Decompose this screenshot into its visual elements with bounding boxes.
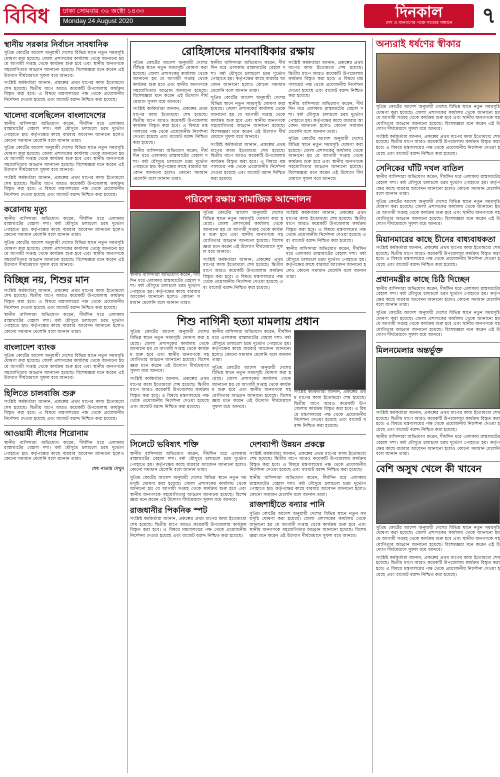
logo-main: দিনকাল (395, 3, 443, 21)
mid-article-text: সংশ্লিষ্ট কর্মকর্তারা জানান, প্রকল্পের প্রথম ধাপের কাজ ইতোমধ্যে শেষ হয়েছে। দ্বিতীয় ধাপে আরও কয়েকটি উপজেলায় কার্যক্রম বিস্তৃত করা হবে। এ বিষয়ে মন্ত্রণালয়ের পক্ষ থেকে প্রয়োজনীয় নির্দেশনা দেওয়া হয়েছে এবং বাজেট বরাদ্দ নিশ্চিত করা হয়েছে। (133, 107, 208, 146)
divider (4, 272, 124, 273)
logo-sub: দেশ ও জনগণের পক্ষে সত্যের সন্ধানে (385, 21, 453, 26)
right-article-text: সংশ্লিষ্ট কর্মকর্তারা জানান, প্রকল্পের প্রথম ধাপের কাজ ইতোমধ্যে শেষ হয়েছে। দ্বিতীয় ধাপে আরও কয়েকটি উপজেলায় কার্যক্রম বিস্তৃত করা হবে। এ বিষয়ে মন্ত্রণালয়ের পক্ষ থেকে প্রয়োজনীয় নির্দেশনা দেওয়া হয়েছে এবং বাজেট বরাদ্দ নিশ্চিত করা হয়েছে। (376, 411, 500, 433)
left-article-text: সুপ্রিম কোর্টের আদেশ অনুযায়ী দেশের বিভিন্ন স্থানে নতুন সময়সূচি ঘোষণা করা হয়েছে। জেলা প্রশাসকের কার্যালয় থেকে জানানো হয় যে আগামী সপ্তাহ থেকে কার্যক্রম শুরু হবে এবং স্থানীয় জনগণকে সহযোগিতার আহ্বান জানানো হয়েছে। বিশেষজ্ঞরা মনে করেন এই উদ্যোগ দীর্ঘমেয়াদে সুফল বয়ে আনবে। (4, 241, 124, 269)
newspaper-logo (364, 4, 474, 28)
mid-article-text: সংশ্লিষ্ট কর্মকর্তারা জানান, প্রকল্পের প্রথম ধাপের কাজ ইতোমধ্যে শেষ হয়েছে। দ্বিতীয় ধাপে আরও কয়েকটি উপজেলায় কার্যক্রম বিস্তৃত করা হবে। এ বিষয়ে মন্ত্রণালয়ের পক্ষ থেকে প্রয়োজনীয় নির্দেশনা দেওয়া হয়েছে এবং বাজেট বরাদ্দ নিশ্চিত করা হয়েছে। (130, 377, 209, 411)
right-article-text: স্থানীয় বাসিন্দারা অভিযোগ করেন, দীর্ঘদিন ধরে এলাকায় রাস্তাঘাটের বেহাল দশা। বর্ষা মৌসুমে চলাচলে চরম দুর্ভোগ পোহাতে হয়। কর্তৃপক্ষের কাছে বারবার আবেদন জানানো হলেও কোনো সমাধান মেলেনি বলে জানান তারা। (376, 175, 500, 198)
left-article-text: সংশ্লিষ্ট কর্মকর্তারা জানান, প্রকল্পের প্রথম ধাপের কাজ ইতোমধ্যে শেষ হয়েছে। দ্বিতীয় ধাপে আরও কয়েকটি উপজেলায় কার্যক্রম বিস্তৃত করা হবে। এ বিষয়ে মন্ত্রণালয়ের পক্ষ থেকে প্রয়োজনীয় নির্দেশনা দেওয়া হয়েছে এবং বাজেট বরাদ্দ নিশ্চিত করা হয়েছে। (4, 176, 124, 198)
mid-article-text: সুপ্রিম কোর্টের আদেশ অনুযায়ী দেশের বিভিন্ন স্থানে নতুন সময়সূচি ঘোষণা করা হয়েছে। জেলা প্রশাসকের কার্যালয় থেকে জানানো হয় যে আগামী সপ্তাহ থেকে কার্যক্রম শুরু হবে এবং স্থানীয় জনগণকে সহযোগিতার আহ্বান জানানো হয়েছে। বিশেষজ্ঞরা মনে করেন এই উদ্যোগ দীর্ঘমেয়াদে সুফল বয়ে আনবে। (212, 365, 291, 411)
section-banner: পরিবেশ রক্ষায় সামাজিক আন্দোলন (130, 190, 366, 209)
left-article-text: স্থানীয় বাসিন্দারা অভিযোগ করেন, দীর্ঘদিন ধরে এলাকায় রাস্তাঘাটের বেহাল দশা। বর্ষা মৌসুমে চলাচলে চরম দুর্ভোগ পোহাতে হয়। কর্তৃপক্ষের কাছে বারবার আবেদন জানানো হলেও কোনো সমাধান মেলেনি বলে জানান তারা। (4, 313, 124, 336)
news-photo (294, 330, 366, 390)
mid-article-text: সংশ্লিষ্ট কর্মকর্তারা জানান, প্রকল্পের প্রথম ধাপের কাজ ইতোমধ্যে শেষ হয়েছে। দ্বিতীয় ধাপে আরও কয়েকটি উপজেলায় কার্যক্রম বিস্তৃত করা হবে। এ বিষয়ে মন্ত্রণালয়ের পক্ষ থেকে প্রয়োজনীয় নির্দেশনা দেওয়া হয়েছে এবং বাজেট বরাদ্দ নিশ্চিত করা হয়েছে। (286, 211, 366, 245)
mid-article-text: সুপ্রিম কোর্টের আদেশ অনুযায়ী দেশের বিভিন্ন স্থানে নতুন সময়সূচি ঘোষণা করা হয়েছে। জেলা প্রশাসকের কার্যালয় থেকে জানানো হয় যে আগামী সপ্তাহ থেকে কার্যক্রম শুরু হবে এবং স্থানীয় জনগণকে সহযোগিতার আহ্বান জানানো হয়েছে। বিশেষজ্ঞরা মনে করেন এই উদ্যোগ দীর্ঘমেয়াদে সুফল বয়ে আনবে। (130, 330, 209, 375)
right-article-text: সংশ্লিষ্ট কর্মকর্তারা জানান, প্রকল্পের প্রথম ধাপের কাজ ইতোমধ্যে শেষ হয়েছে। দ্বিতীয় ধাপে আরও কয়েকটি উপজেলায় কার্যক্রম বিস্তৃত করা হবে। এ বিষয়ে মন্ত্রণালয়ের পক্ষ থেকে প্রয়োজনীয় নির্দেশনা দেওয়া হয়েছে এবং বাজেট বরাদ্দ নিশ্চিত করা হয়েছে। (376, 245, 500, 268)
child-case-headline: শিশু নাগিনী হত্যা মামলায় প্রধান (176, 314, 320, 328)
divider (376, 160, 500, 161)
mid-article-text: সুপ্রিম কোর্টের আদেশ অনুযায়ী দেশের বিভিন্ন স্থানে নতুন সময়সূচি ঘোষণা করা হয়েছে। জেলা প্রশাসকের কার্যালয় থেকে জানানো হয় যে আগামী সপ্তাহ থেকে কার্যক্রম শুরু হবে এবং স্থানীয় জনগণকে সহযোগিতার আহ্বান জানানো হয়েছে। বিশেষজ্ঞরা মনে করেন এই উদ্যোগ দীর্ঘমেয়াদে সুফল বয়ে আনবে। (130, 476, 247, 504)
right-headline-4: প্রধানমন্ত্রীর কাছে চিঠি দিচ্ছেন (376, 274, 470, 285)
right-article-text: সুপ্রিম কোর্টের আদেশ অনুযায়ী দেশের বিভিন্ন স্থানে নতুন সময়সূচি ঘোষণা করা হয়েছে। জেলা প্রশাসকের কার্যালয় থেকে জানানো হয় যে আগামী সপ্তাহ থেকে কার্যক্রম শুরু হবে এবং স্থানীয় জনগণকে সহযোগিতার আহ্বান জানানো হয়েছে। বিশেষজ্ঞরা মনে করেন এই উদ্যোগ দীর্ঘমেয়াদে সুফল বয়ে আনবে। (376, 525, 500, 554)
divider (4, 107, 124, 108)
divider (376, 271, 500, 272)
middle-column (130, 38, 366, 773)
mid-article-text: স্থানীয় বাসিন্দারা অভিযোগ করেন, দীর্ঘদিন ধরে এলাকায় রাস্তাঘাটের বেহাল দশা। বর্ষা মৌসুমে চলাচলে চরম দুর্ভোগ পোহাতে হয়। কর্তৃপক্ষের কাছে বারবার আবেদন জানানো হলেও কোনো সমাধান মেলেনি বলে জানান তারা। (210, 60, 286, 94)
mid-article-text: সংশ্লিষ্ট কর্মকর্তারা জানান, প্রকল্পের প্রথম ধাপের কাজ ইতোমধ্যে শেষ হয়েছে। দ্বিতীয় ধাপে আরও কয়েকটি উপজেলায় কার্যক্রম বিস্তৃত করা হবে। এ বিষয়ে মন্ত্রণালয়ের পক্ষ থেকে প্রয়োজনীয় নির্দেশনা দেওয়া হয়েছে এবং বাজেট বরাদ্দ নিশ্চিত করা হয়েছে। (288, 60, 364, 100)
divider (4, 425, 124, 426)
left-headline-1: স্থানীয় সরকার নির্বাচন সাবধানিক (4, 39, 109, 49)
right-article-text: স্থানীয় বাসিন্দারা অভিযোগ করেন, দীর্ঘদিন ধরে এলাকায় রাস্তাঘাটের বেহাল দশা। বর্ষা মৌসুমে চলাচলে চরম দুর্ভোগ পোহাতে হয়। কর্তৃপক্ষের কাছে বারবার আবেদন জানানো হলেও কোনো সমাধান মেলেনি বলে জানান তারা। (376, 286, 500, 309)
left-headline-2: খালেদা বলেছিলেন বাংলাদেশের (4, 109, 106, 120)
mid-article-text: স্থানীয় বাসিন্দারা অভিযোগ করেন, দীর্ঘদিন ধরে এলাকায় রাস্তাঘাটের বেহাল দশা। বর্ষা মৌসুমে চলাচলে চরম দুর্ভোগ পোহাতে হয়। কর্তৃপক্ষের কাছে বারবার আবেদন জানানো হলেও কোনো সমাধান মেলেনি বলে জানান তারা। (130, 451, 247, 474)
date-english: Monday 24 August 2020 (60, 17, 186, 26)
right-article-text: সুপ্রিম কোর্টের আদেশ অনুযায়ী দেশের বিভিন্ন স্থানে নতুন সময়সূচি ঘোষণা করা হয়েছে। জেলা প্রশাসকের কার্যালয় থেকে জানানো হয় যে আগামী সপ্তাহ থেকে কার্যক্রম শুরু হবে এবং স্থানীয় জনগণকে সহযোগিতার আহ্বান জানানো হয়েছে। বিশেষজ্ঞরা মনে করেন এই উদ্যোগ দীর্ঘমেয়াদে সুফল বয়ে আনবে। (376, 104, 500, 133)
date-box (60, 7, 186, 26)
page-number: ৭ (481, 3, 496, 29)
left-article-text: সংশ্লিষ্ট কর্মকর্তারা জানান, প্রকল্পের প্রথম ধাপের কাজ ইতোমধ্যে শেষ হয়েছে। দ্বিতীয় ধাপে আরও কয়েকটি উপজেলায় কার্যক্রম বিস্তৃত করা হবে। এ বিষয়ে মন্ত্রণালয়ের পক্ষ থেকে প্রয়োজনীয় নির্দেশনা দেওয়া হয়েছে এবং বাজেট বরাদ্দ নিশ্চিত করা হয়েছে। (4, 288, 124, 311)
mid-article-text: স্থানীয় বাসিন্দারা অভিযোগ করেন, দীর্ঘদিন ধরে এলাকায় রাস্তাঘাটের বেহাল দশা। বর্ষা মৌসুমে চলাচলে চরম দুর্ভোগ পোহাতে হয়। কর্তৃপক্ষের কাছে বারবার আবেদন জানানো হলেও কোনো সমাধান মেলেনি বলে জানান তারা। (249, 476, 366, 498)
mid-article-text: সংশ্লিষ্ট কর্মকর্তারা জানান, প্রকল্পের প্রথম ধাপের কাজ ইতোমধ্যে শেষ হয়েছে। দ্বিতীয় ধাপে আরও কয়েকটি উপজেলায় কার্যক্রম বিস্তৃত করা হবে। এ বিষয়ে মন্ত্রণালয়ের পক্ষ থেকে প্রয়োজনীয় নির্দেশনা দেওয়া হয়েছে এবং বাজেট বরাদ্দ নিশ্চিত করা হয়েছে। (294, 390, 366, 429)
mid-headline-lower-4: রাজশাহীতে বন্যার পানি (249, 499, 325, 510)
news-photo (376, 478, 500, 524)
right-headline-1: অন্যরাই ধর্ষণের স্বীকার (376, 39, 461, 50)
left-headline-5: বাংলাদেশ ব্যাংক (4, 341, 56, 352)
mid-article-text: স্থানীয় বাসিন্দারা অভিযোগ করেন, দীর্ঘদিন ধরে এলাকায় রাস্তাঘাটের বেহাল দশা। বর্ষা মৌসুমে চলাচলে চরম দুর্ভোগ পোহাতে হয়। কর্তৃপক্ষের কাছে বারবার আবেদন জানানো হলেও কোনো সমাধান মেলেনি বলে জানান তারা। (288, 101, 364, 135)
right-headline-2: সেনিকের ঘাঁটি দখল বাতিল (376, 163, 464, 174)
mid-article-text: সুপ্রিম কোর্টের আদেশ অনুযায়ী দেশের বিভিন্ন স্থানে নতুন সময়সূচি ঘোষণা করা হয়েছে। জেলা প্রশাসকের কার্যালয় থেকে জানানো হয় যে আগামী সপ্তাহ থেকে কার্যক্রম শুরু হবে এবং স্থানীয় জনগণকে সহযোগিতার আহ্বান জানানো হয়েছে। বিশেষজ্ঞরা মনে করেন এই উদ্যোগ দীর্ঘমেয়াদে সুফল বয়ে আনবে। (288, 137, 364, 182)
right-headline-5: মিলনমেলার অন্তর্ভুক্ত (376, 344, 443, 355)
divider (130, 434, 366, 435)
top-headline: রোহিঙ্গাদের মানবাধিকার রক্ষায় (181, 45, 315, 58)
mid-headline-lower-3: রাজধানীর পিকনিক স্পট (130, 505, 208, 515)
left-article-text: স্থানীয় বাসিন্দারা অভিযোগ করেন, দীর্ঘদিন ধরে এলাকায় রাস্তাঘাটের বেহাল দশা। বর্ষা মৌসুমে চলাচলে চরম দুর্ভোগ পোহাতে হয়। কর্তৃপক্ষের কাছে বারবার আবেদন জানানো হলেও কোনো সমাধান মেলেনি বলে জানান তারা। (4, 216, 124, 239)
mid-article-text: স্থানীয় বাসিন্দারা অভিযোগ করেন, দীর্ঘদিন ধরে এলাকায় রাস্তাঘাটের বেহাল দশা। বর্ষা মৌসুমে চলাচলে চরম দুর্ভোগ পোহাতে হয়। কর্তৃপক্ষের কাছে বারবার আবেদন জানানো হলেও কোনো সমাধান মেলেনি বলে জানান তারা। (286, 246, 366, 280)
mid-headline-lower-1: সিলেটে ভবিষ্যৎ শক্তি (130, 439, 199, 450)
right-headline-3: মিয়ানমারের কাছে চীনের বাধ্যবাধকতা (376, 233, 496, 244)
divider (376, 231, 500, 232)
mid-article-text: সংশ্লিষ্ট কর্মকর্তারা জানান, প্রকল্পের প্রথম ধাপের কাজ ইতোমধ্যে শেষ হয়েছে। দ্বিতীয় ধাপে আরও কয়েকটি উপজেলায় কার্যক্রম বিস্তৃত করা হবে। এ বিষয়ে মন্ত্রণালয়ের পক্ষ থেকে প্রয়োজনীয় নির্দেশনা দেওয়া হয়েছে এবং বাজেট বরাদ্দ নিশ্চিত করা হয়েছে। (203, 257, 283, 291)
right-article-text: সংশ্লিষ্ট কর্মকর্তারা জানান, প্রকল্পের প্রথম ধাপের কাজ ইতোমধ্যে শেষ হয়েছে। দ্বিতীয় ধাপে আরও কয়েকটি উপজেলায় কার্যক্রম বিস্তৃত করা হবে। এ বিষয়ে মন্ত্রণালয়ের পক্ষ থেকে প্রয়োজনীয় নির্দেশনা দেওয়া হয়েছে এবং বাজেট বরাদ্দ নিশ্চিত করা হয়েছে। (376, 555, 500, 578)
mid-article-text: সুপ্রিম কোর্টের আদেশ অনুযায়ী দেশের বিভিন্ন স্থানে নতুন সময়সূচি ঘোষণা করা হয়েছে। জেলা প্রশাসকের কার্যালয় থেকে জানানো হয় যে আগামী সপ্তাহ থেকে কার্যক্রম শুরু হবে এবং স্থানীয় জনগণকে সহযোগিতার আহ্বান জানানো হয়েছে। বিশেষজ্ঞরা মনে করেন এই উদ্যোগ দীর্ঘমেয়াদে সুফল বয়ে আনবে। (133, 60, 208, 105)
divider (130, 312, 366, 313)
left-article-text: সংশ্লিষ্ট কর্মকর্তারা জানান, প্রকল্পের প্রথম ধাপের কাজ ইতোমধ্যে শেষ হয়েছে। দ্বিতীয় ধাপে আরও কয়েকটি উপজেলায় কার্যক্রম বিস্তৃত করা হবে। এ বিষয়ে মন্ত্রণালয়ের পক্ষ থেকে প্রয়োজনীয় নির্দেশনা দেওয়া হয়েছে এবং বাজেট বরাদ্দ নিশ্চিত করা হয়েছে। (4, 81, 124, 103)
left-headline-3: করোনায় মৃত্যু (4, 204, 47, 215)
left-article-text: স্থানীয় বাসিন্দারা অভিযোগ করেন, দীর্ঘদিন ধরে এলাকায় রাস্তাঘাটের বেহাল দশা। বর্ষা মৌসুমে চলাচলে চরম দুর্ভোগ পোহাতে হয়। কর্তৃপক্ষের কাছে বারবার আবেদন জানানো হলেও কোনো সমাধান মেলেনি বলে জানান তারা। (4, 440, 124, 463)
mid-article-text: সংশ্লিষ্ট কর্মকর্তারা জানান, প্রকল্পের প্রথম ধাপের কাজ ইতোমধ্যে শেষ হয়েছে। দ্বিতীয় ধাপে আরও কয়েকটি উপজেলায় কার্যক্রম বিস্তৃত করা হবে। এ বিষয়ে মন্ত্রণালয়ের পক্ষ থেকে প্রয়োজনীয় নির্দেশনা দেওয়া হয়েছে এবং বাজেট বরাদ্দ নিশ্চিত করা হয়েছে। (130, 517, 247, 539)
left-headline-7: আওয়ামী লীগের শিরোনাম (4, 428, 89, 439)
divider (4, 385, 124, 386)
divider (4, 201, 124, 202)
mid-article-text: স্থানীয় বাসিন্দারা অভিযোগ করেন, দীর্ঘদিন ধরে এলাকায় রাস্তাঘাটের বেহাল দশা। বর্ষা মৌসুমে চলাচলে চরম দুর্ভোগ পোহাতে হয়। কর্তৃপক্ষের কাছে বারবার আবেদন জানানো হলেও কোনো সমাধান মেলেনি বলে জানান তারা। (133, 148, 208, 182)
date-bangla: ঢাকা সোমবার ৩০ অক্টো ১৪৩৩ (60, 7, 186, 16)
left-article-text: স্থানীয় বাসিন্দারা অভিযোগ করেন, দীর্ঘদিন ধরে এলাকায় রাস্তাঘাটের বেহাল দশা। বর্ষা মৌসুমে চলাচলে চরম দুর্ভোগ পোহাতে হয়। কর্তৃপক্ষের কাছে বারবার আবেদন জানানো হলেও কোনো সমাধান মেলেনি বলে জানান তারা। (4, 121, 124, 144)
news-photo (130, 211, 200, 273)
mid-article-text: সুপ্রিম কোর্টের আদেশ অনুযায়ী দেশের বিভিন্ন স্থানে নতুন সময়সূচি ঘোষণা করা হয়েছে। জেলা প্রশাসকের কার্যালয় থেকে জানানো হয় যে আগামী সপ্তাহ থেকে কার্যক্রম শুরু হবে এবং স্থানীয় জনগণকে সহযোগিতার আহ্বান জানানো হয়েছে। বিশেষজ্ঞরা মনে করেন এই উদ্যোগ দীর্ঘমেয়াদে সুফল বয়ে আনবে। (210, 96, 286, 141)
news-photo (376, 53, 500, 103)
mid-headline-lower-2: দেশব্যাপী উন্নয়ন প্রকল্পে (249, 439, 325, 450)
mid-article-text: স্থানীয় বাসিন্দারা অভিযোগ করেন, দীর্ঘদিন ধরে এলাকায় রাস্তাঘাটের বেহাল দশা। বর্ষা মৌসুমে চলাচলে চরম দুর্ভোগ পোহাতে হয়। কর্তৃপক্ষের কাছে বারবার আবেদন জানানো হলেও কোনো সমাধান মেলেনি বলে জানান তারা। (130, 273, 200, 307)
left-column (4, 38, 128, 773)
left-headline-6: হিলিতে চালবাজি শুরু (4, 387, 76, 398)
mid-article-text: সংশ্লিষ্ট কর্মকর্তারা জানান, প্রকল্পের প্রথম ধাপের কাজ ইতোমধ্যে শেষ হয়েছে। দ্বিতীয় ধাপে আরও কয়েকটি উপজেলায় কার্যক্রম বিস্তৃত করা হবে। এ বিষয়ে মন্ত্রণালয়ের পক্ষ থেকে প্রয়োজনীয় নির্দেশনা দেওয়া হয়েছে এবং বাজেট বরাদ্দ নিশ্চিত করা হয়েছে। (249, 451, 366, 474)
right-article-text: সংশ্লিষ্ট কর্মকর্তারা জানান, প্রকল্পের প্রথম ধাপের কাজ ইতোমধ্যে শেষ হয়েছে। দ্বিতীয় ধাপে আরও কয়েকটি উপজেলায় কার্যক্রম বিস্তৃত করা হবে। এ বিষয়ে মন্ত্রণালয়ের পক্ষ থেকে প্রয়োজনীয় নির্দেশনা দেওয়া হয়েছে এবং বাজেট বরাদ্দ নিশ্চিত করা হয়েছে। (376, 134, 500, 157)
left-article-text: সুপ্রিম কোর্টের আদেশ অনুযায়ী দেশের বিভিন্ন স্থানে নতুন সময়সূচি ঘোষণা করা হয়েছে। জেলা প্রশাসকের কার্যালয় থেকে জানানো হয় যে আগামী সপ্তাহ থেকে কার্যক্রম শুরু হবে এবং স্থানীয় জনগণকে সহযোগিতার আহ্বান জানানো হয়েছে। বিশেষজ্ঞরা মনে করেন এই উদ্যোগ দীর্ঘমেয়াদে সুফল বয়ে আনবে। (4, 146, 124, 174)
left-article-text: সুপ্রিম কোর্টের আদেশ অনুযায়ী দেশের বিভিন্ন স্থানে নতুন সময়সূচি ঘোষণা করা হয়েছে। জেলা প্রশাসকের কার্যালয় থেকে জানানো হয় যে আগামী সপ্তাহ থেকে কার্যক্রম শুরু হবে এবং স্থানীয় জনগণকে সহযোগিতার আহ্বান জানানো হয়েছে। বিশেষজ্ঞরা মনে করেন এই উদ্যোগ দীর্ঘমেয়াদে সুফল বয়ে আনবে। (4, 51, 124, 79)
right-column (372, 38, 500, 773)
left-article-text: সুপ্রিম কোর্টের আদেশ অনুযায়ী দেশের বিভিন্ন স্থানে নতুন সময়সূচি ঘোষণা করা হয়েছে। জেলা প্রশাসকের কার্যালয় থেকে জানানো হয় যে আগামী সপ্তাহ থেকে কার্যক্রম শুরু হবে এবং স্থানীয় জনগণকে সহযোগিতার আহ্বান জানানো হয়েছে। বিশেষজ্ঞরা মনে করেন এই উদ্যোগ দীর্ঘমেয়াদে সুফল বয়ে আনবে। (4, 353, 124, 382)
divider (376, 461, 500, 462)
right-article-text: সুপ্রিম কোর্টের আদেশ অনুযায়ী দেশের বিভিন্ন স্থানে নতুন সময়সূচি ঘোষণা করা হয়েছে। জেলা প্রশাসকের কার্যালয় থেকে জানানো হয় যে আগামী সপ্তাহ থেকে কার্যক্রম শুরু হবে এবং স্থানীয় জনগণকে সহযোগিতার আহ্বান জানানো হয়েছে। বিশেষজ্ঞরা মনে করেন এই উদ্যোগ দীর্ঘমেয়াদে সুফল বয়ে আনবে। (376, 310, 500, 339)
top-story-box (130, 41, 366, 187)
masthead (4, 3, 496, 35)
right-article-text: সুপ্রিম কোর্টের আদেশ অনুযায়ী দেশের বিভিন্ন স্থানে নতুন সময়সূচি ঘোষণা করা হয়েছে। জেলা প্রশাসকের কার্যালয় থেকে জানানো হয় যে আগামী সপ্তাহ থেকে কার্যক্রম শুরু হবে এবং স্থানীয় জনগণকে সহযোগিতার আহ্বান জানানো হয়েছে। বিশেষজ্ঞরা মনে করেন এই উদ্যোগ দীর্ঘমেয়াদে সুফল বয়ে আনবে। (376, 199, 500, 228)
left-article-text: সংশ্লিষ্ট কর্মকর্তারা জানান, প্রকল্পের প্রথম ধাপের কাজ ইতোমধ্যে শেষ হয়েছে। দ্বিতীয় ধাপে আরও কয়েকটি উপজেলায় কার্যক্রম বিস্তৃত করা হবে। এ বিষয়ে মন্ত্রণালয়ের পক্ষ থেকে প্রয়োজনীয় নির্দেশনা দেওয়া হয়েছে এবং বাজেট বরাদ্দ নিশ্চিত করা হয়েছে। (4, 399, 124, 422)
divider (376, 342, 500, 343)
right-headline-6: বেশি অসুখ খেলে কী খাবেন (376, 463, 482, 475)
news-photo (376, 357, 500, 409)
mid-article-text: সংশ্লিষ্ট কর্মকর্তারা জানান, প্রকল্পের প্রথম ধাপের কাজ ইতোমধ্যে শেষ হয়েছে। দ্বিতীয় ধাপে আরও কয়েকটি উপজেলায় কার্যক্রম বিস্তৃত করা হবে। এ বিষয়ে মন্ত্রণালয়ের পক্ষ থেকে প্রয়োজনীয় নির্দেশনা দেওয়া হয়েছে এবং বাজেট বরাদ্দ নিশ্চিত করা হয়েছে। (210, 142, 286, 182)
section-name: বিবিধ (4, 4, 49, 28)
divider (4, 339, 124, 340)
mid-article-text: স্থানীয় বাসিন্দারা অভিযোগ করেন, দীর্ঘদিন ধরে এলাকায় রাস্তাঘাটের বেহাল দশা। বর্ষা মৌসুমে চলাচলে চরম দুর্ভোগ পোহাতে হয়। কর্তৃপক্ষের কাছে বারবার আবেদন জানানো হলেও কোনো সমাধান মেলেনি বলে জানান তারা। (212, 330, 291, 364)
mid-article-text: সুপ্রিম কোর্টের আদেশ অনুযায়ী দেশের বিভিন্ন স্থানে নতুন সময়সূচি ঘোষণা করা হয়েছে। জেলা প্রশাসকের কার্যালয় থেকে জানানো হয় যে আগামী সপ্তাহ থেকে কার্যক্রম শুরু হবে এবং স্থানীয় জনগণকে সহযোগিতার আহ্বান জানানো হয়েছে। বিশেষজ্ঞরা মনে করেন এই উদ্যোগ দীর্ঘমেয়াদে সুফল বয়ে আনবে। (249, 511, 366, 539)
continued-note: শেষ পাতায় দেখুন (91, 466, 124, 472)
right-article-text: স্থানীয় বাসিন্দারা অভিযোগ করেন, দীর্ঘদিন ধরে এলাকায় রাস্তাঘাটের বেহাল দশা। বর্ষা মৌসুমে চলাচলে চরম দুর্ভোগ পোহাতে হয়। কর্তৃপক্ষের কাছে বারবার আবেদন জানানো হলেও কোনো সমাধান মেলেনি বলে জানান তারা। (376, 435, 500, 458)
mid-article-text: সুপ্রিম কোর্টের আদেশ অনুযায়ী দেশের বিভিন্ন স্থানে নতুন সময়সূচি ঘোষণা করা হয়েছে। জেলা প্রশাসকের কার্যালয় থেকে জানানো হয় যে আগামী সপ্তাহ থেকে কার্যক্রম শুরু হবে এবং স্থানীয় জনগণকে সহযোগিতার আহ্বান জানানো হয়েছে। বিশেষজ্ঞরা মনে করেন এই উদ্যোগ দীর্ঘমেয়াদে সুফল বয়ে আনবে। (203, 211, 283, 256)
left-headline-4: বিচ্ছিন্ন নয়, শিশুর মান (4, 274, 90, 286)
